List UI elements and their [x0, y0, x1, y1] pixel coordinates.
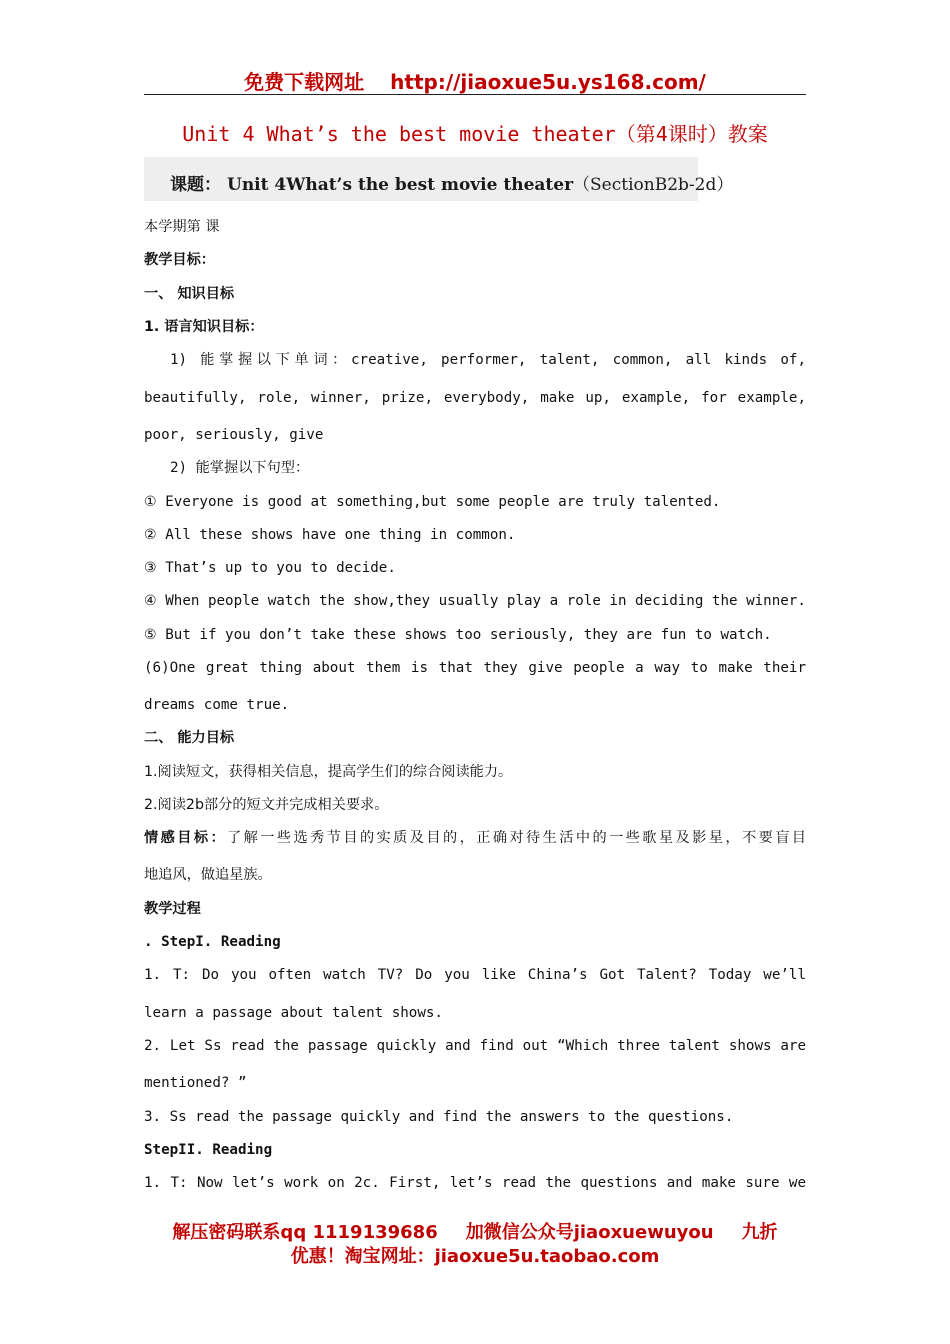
- step-2-heading: StepII. Reading: [144, 1142, 273, 1158]
- header-left-text: 免费下载网址: [244, 70, 365, 94]
- sentence-6-line-1: (6)One great thing about them is that they give people a way to make their: [144, 660, 806, 676]
- vocab-line-2: beautifully, role, winner, prize, everybody, make up, example, for example,: [144, 390, 806, 406]
- knowledge-heading: 一、 知识目标: [144, 286, 235, 302]
- sentence-4: ④ When people watch the show,they usually play a role in deciding the winner.: [144, 593, 806, 609]
- lesson-title: [170, 170, 733, 195]
- lesson-label: 课题：: [170, 175, 221, 195]
- vocab-line-1: 1) 能掌握以下单词：creative, performer, talent, common, all kinds of,: [170, 352, 806, 368]
- emotion-text: 了解一些选秀节目的实质及目的，正确对待生活中的一些歌星及影星，不要盲目: [227, 830, 806, 846]
- step-1-item-2-line-2: mentioned? ”: [144, 1075, 247, 1091]
- step-1-item-3: 3. Ss read the passage quickly and find the answers to the questions.: [144, 1109, 734, 1125]
- page-header: [0, 66, 950, 95]
- semester-line: 本学期第 课: [144, 219, 220, 235]
- sentence-5: ⑤ But if you don’t take these shows too seriously, they are fun to watch.: [144, 627, 772, 643]
- header-url-link[interactable]: http://jiaoxue5u.ys168.com/: [390, 70, 706, 94]
- footer-password-contact: 解压密码联系qq 1119139686: [172, 1222, 438, 1243]
- lesson-section: （SectionB2b-2d）: [573, 175, 734, 195]
- ability-item-1: 1.阅读短文，获得相关信息，提高学生们的综合阅读能力。: [144, 764, 513, 780]
- goals-heading: 教学目标：: [144, 252, 215, 268]
- step-1-item-1-line-1: 1. T: Do you often watch TV? Do you like China’s Got Talent? Today we’ll: [144, 967, 806, 983]
- ability-item-2: 2.阅读2b部分的短文并完成相关要求。: [144, 797, 389, 813]
- sentences-heading: 2) 能掌握以下句型：: [170, 460, 310, 476]
- sentence-3: ③ That’s up to you to decide.: [144, 560, 396, 576]
- emotion-line-2: 地追风，做追星族。: [144, 867, 272, 883]
- process-heading: 教学过程: [144, 901, 201, 917]
- step-1-heading: . StepI. Reading: [144, 934, 281, 950]
- step-2-item-1: 1. T: Now let’s work on 2c. First, let’s read the questions and make sure we: [144, 1175, 806, 1191]
- sentence-2: ② All these shows have one thing in common.: [144, 527, 516, 543]
- language-heading: 1. 语言知识目标：: [144, 319, 264, 335]
- ability-heading: 二、 能力目标: [144, 730, 235, 746]
- header-divider: [144, 94, 806, 95]
- sentence-1: ① Everyone is good at something,but some people are truly talented.: [144, 494, 721, 510]
- emotion-label: 情感目标：: [144, 830, 228, 846]
- vocab-line-3: poor, seriously, give: [144, 427, 324, 443]
- footer-discount: 九折: [741, 1222, 778, 1243]
- emotion-line-1: [144, 828, 806, 848]
- sentence-6-line-2: dreams come true.: [144, 697, 290, 713]
- document-title: Unit 4 What’s the best movie theater（第4课时）教案: [182, 122, 768, 146]
- step-1-item-1-line-2: learn a passage about talent shows.: [144, 1005, 443, 1021]
- footer-line-2: 优惠！淘宝网址：jiaoxue5u.taobao.com: [290, 1246, 660, 1267]
- step-1-item-2-line-1: 2. Let Ss read the passage quickly and find out “Which three talent shows are: [144, 1038, 806, 1054]
- footer-wechat: 加微信公众号jiaoxuewuyou: [465, 1222, 714, 1243]
- footer-line-1: [0, 1218, 950, 1244]
- lesson-unit: Unit 4What’s the best movie theater: [227, 175, 574, 195]
